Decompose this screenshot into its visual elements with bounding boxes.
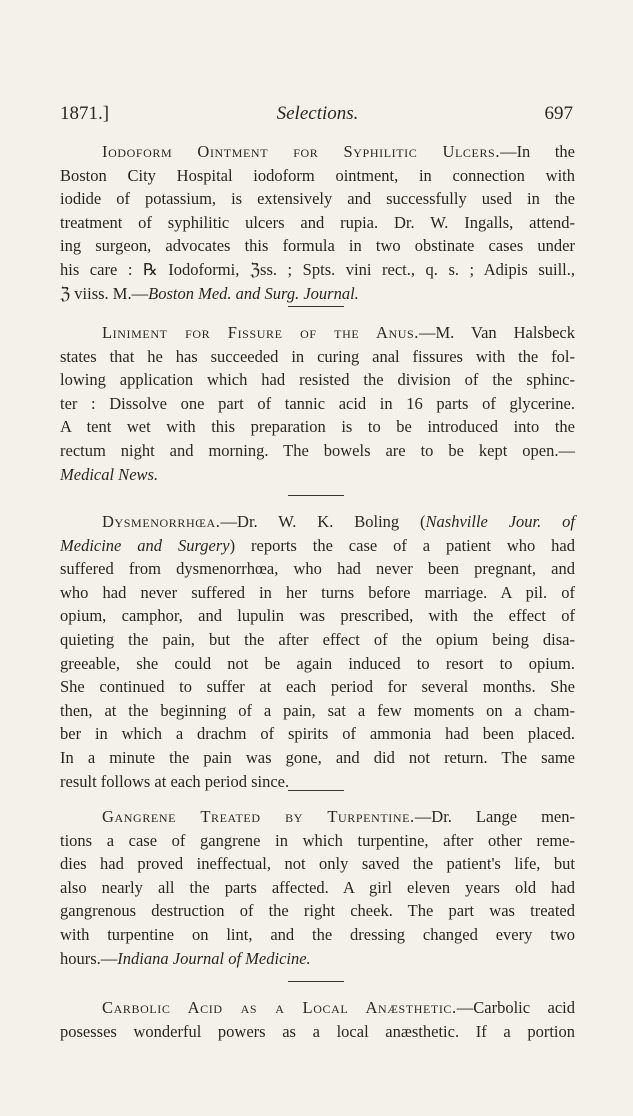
text-line: also nearly all the parts affected. A girl eleven years old had [60, 877, 575, 897]
article-first-line: Gangrene Treated by Turpentine.—Dr. Lange men- [102, 807, 576, 826]
text-line: suffered from dysmenorrhœa, who had never been pregnant, and [60, 559, 575, 579]
text-line: treatment of syphilitic ulcers and rupia. Dr. W. Ingalls, attend- [60, 212, 575, 232]
article-source: Medical News. [60, 464, 159, 484]
running-header [60, 103, 575, 129]
page-number: 697 [544, 103, 573, 124]
article-heading: Carbolic Acid as a Local Anæsthetic. [102, 998, 457, 1017]
text-line: dies had proved ineffectual, not only saved the patient's life, but [60, 854, 575, 874]
text-line-last: ℨ viiss. M.—Boston Med. and Surg. Journal. [60, 283, 359, 303]
article-dysmenorrhoea [60, 510, 575, 793]
text-line: She continued to suffer at each period for several months. She [60, 677, 575, 697]
article-source: Boston Med. and Surg. Journal. [148, 283, 359, 303]
section-divider [288, 306, 344, 307]
article-first-line: Carbolic Acid as a Local Anæsthetic.—Carbolic acid [102, 998, 575, 1017]
text-line-last: hours.—Indiana Journal of Medicine. [60, 948, 311, 968]
text-line: In a minute the pain was gone, and did not return. The same [60, 747, 575, 767]
article-heading: Liniment for Fissure of the Anus. [102, 323, 420, 342]
text-line: ing surgeon, advocates this formula in two obstinate cases under [60, 236, 575, 256]
article-gangrene-turpentine [60, 805, 575, 970]
article-carbolic-acid [60, 996, 575, 1043]
text-line: opium, camphor, and lupulin was prescribed, with the effect of [60, 606, 575, 626]
text-line: greeable, she could not be again induced to resort to opium. [60, 653, 575, 673]
section-divider [288, 495, 344, 496]
text-line: gangrenous destruction of the right cheek. The part was treated [60, 901, 575, 921]
header-title: Selections. [276, 103, 359, 124]
article-first-line: Iodoform Ointment for Syphilitic Ulcers.—In the [102, 142, 575, 161]
text-line: tions a case of gangrene in which turpentine, after other reme- [60, 830, 575, 850]
text-line: his care : ℞ Iodoformi, ℨss. ; Spts. vini rect., q. s. ; Adipis suill., [60, 259, 575, 279]
section-divider [288, 981, 344, 982]
section-divider [288, 790, 344, 791]
article-liniment-fissure [60, 321, 575, 486]
text-line: quieting the pain, but the after effect of the opium being disa- [60, 629, 575, 649]
text-line: A tent wet with this preparation is to be introduced into the [60, 417, 575, 437]
text-line: states that he has succeeded in curing anal fissures with the fol- [60, 346, 575, 366]
article-heading: Gangrene Treated by Turpentine. [102, 807, 415, 826]
text-line: lowing application which had resisted the division of the sphinc- [60, 370, 575, 390]
article-source: Indiana Journal of Medicine. [117, 948, 311, 968]
text-line: rectum night and morning. The bowels are to be kept open.— [60, 440, 575, 460]
text-line: who had never suffered in her turns before marriage. A pil. of [60, 582, 575, 602]
text-line: with turpentine on lint, and the dressing changed every two [60, 924, 575, 944]
article-heading: Iodoform Ointment for Syphilitic Ulcers. [102, 142, 501, 161]
text-line-last: result follows at each period since. [60, 771, 290, 791]
article-first-line: Dysmenorrhœa.—Dr. W. K. Boling (Nashville Jour. of [102, 512, 575, 531]
text-line: then, at the beginning of a pain, sat a few moments on a cham- [60, 700, 575, 720]
article-iodoform-ointment [60, 140, 575, 305]
text-line: ber in which a drachm of spirits of ammonia had been placed. [60, 724, 575, 744]
text-line: Boston City Hospital iodoform ointment, in connection with [60, 165, 575, 185]
header-year: 1871.] [60, 103, 110, 124]
article-heading: Dysmenorrhœa. [102, 512, 221, 531]
citation-journal: Nashville Jour. of [425, 512, 575, 531]
article-first-line: Liniment for Fissure of the Anus.—M. Van Halsbeck [102, 323, 575, 342]
text-line: ter : Dissolve one part of tannic acid in 16 parts of glycerine. [60, 393, 575, 413]
text-line: Medicine and Surgery) reports the case of a patient who had [60, 535, 575, 555]
text-line: iodide of potassium, is extensively and successfully used in the [60, 189, 575, 209]
text-line: posesses wonderful powers as a local anæsthetic. If a portion [60, 1021, 575, 1041]
citation-journal-cont: Medicine and Surgery [60, 535, 230, 555]
